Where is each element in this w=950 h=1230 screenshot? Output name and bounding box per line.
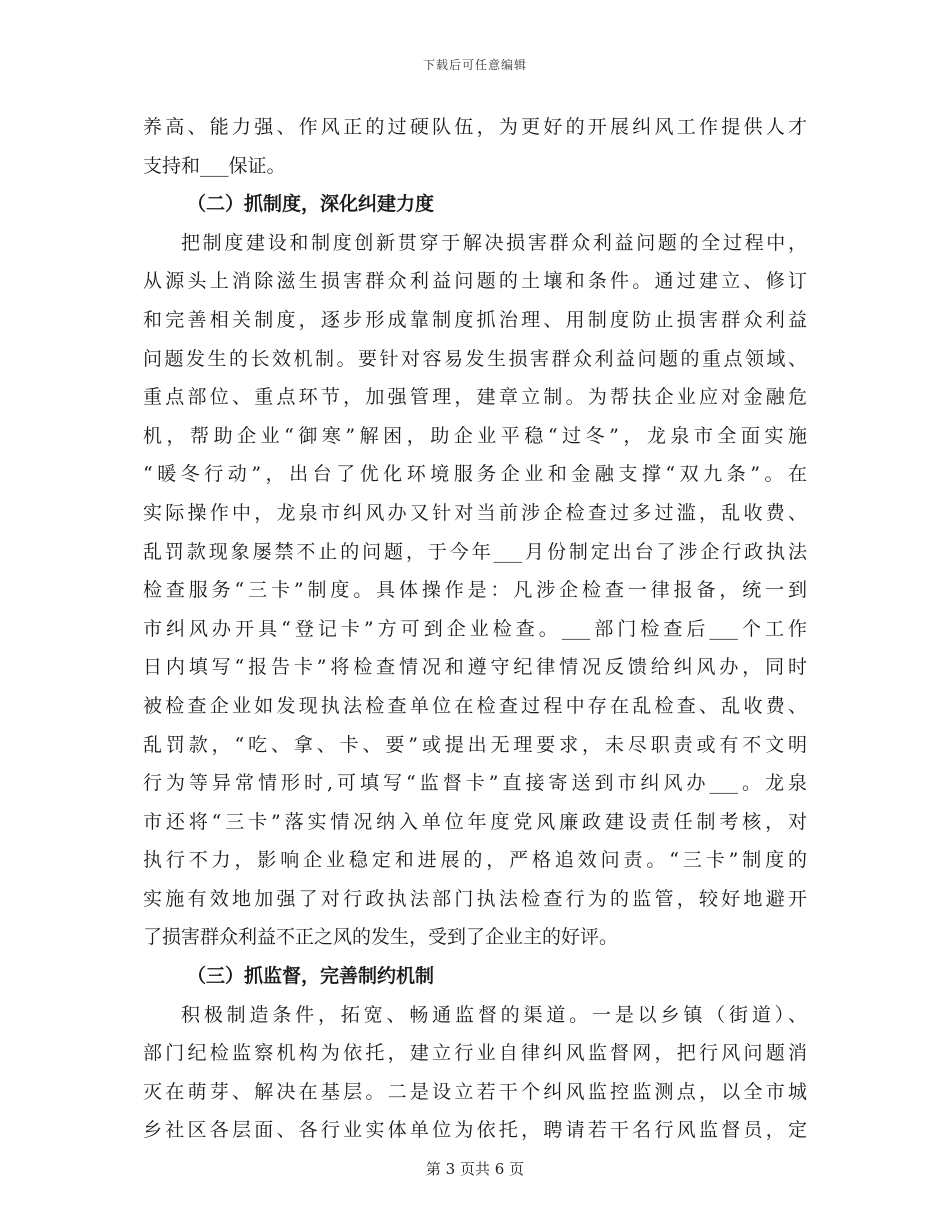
body-line: 了损害群众利益不正之风的发生，受到了企业主的好评。 <box>143 926 619 949</box>
body-line: 部门纪检监察机构为依托，建立行业自律纠风监督网，把行风问题消 <box>143 1042 807 1065</box>
paragraph-first-line: 把制度建设和制度创新贯穿于解决损害群众利益问题的全过程中， <box>181 231 807 254</box>
body-line: 乱罚款现象屡禁不止的问题，于今年___月份制定出台了涉企行政执法 <box>143 540 807 563</box>
body-line: 实际操作中，龙泉市纠风办又针对当前涉企检查过多过滥，乱收费、 <box>143 501 807 524</box>
body-line: 养高、能力强、作风正的过硬队伍，为更好的开展纠风工作提供人才 <box>143 116 807 138</box>
body-line: 机，帮助企业“御寒”解困，助企业平稳“过冬”，龙泉市全面实施 <box>143 424 807 447</box>
body-line: 乱罚款，“吃、拿、卡、要”或提出无理要求，未尽职责或有不文明 <box>143 733 807 756</box>
body-line: 市纠风办开具“登记卡”方可到企业检查。___部门检查后___个工作 <box>143 617 807 640</box>
page-footer: 第 3 页共 6 页 <box>425 1160 525 1178</box>
body-line: 支持和___保证。 <box>143 154 286 177</box>
body-line: 检查服务“三卡”制度。具体操作是：凡涉企检查一律报备，统一到 <box>143 579 807 602</box>
body-line: 重点部位、重点环节，加强管理，建章立制。为帮扶企业应对金融危 <box>143 386 807 409</box>
body-line: 行为等异常情形时,可填写“监督卡”直接寄送到市纠风办___。龙泉 <box>143 772 807 795</box>
body-line: 问题发生的长效机制。要针对容易发生损害群众利益问题的重点领域、 <box>143 347 807 370</box>
section-heading-3: （三）抓监督，完善制约机制 <box>187 965 435 988</box>
body-line: “暖冬行动”，出台了优化环境服务企业和金融支撑“双九条”。在 <box>143 463 807 486</box>
document-body <box>143 108 807 1150</box>
page-header: 下载后可任意编辑 <box>422 58 527 72</box>
body-line: 执行不力，影响企业稳定和进展的，严格追效问责。“三卡”制度的 <box>143 849 807 872</box>
body-line: 乡社区各层面、各行业实体单位为依托，聘请若干名行风监督员，定 <box>143 1119 807 1142</box>
body-line: 从源头上消除滋生损害群众利益问题的土壤和条件。通过建立、修订 <box>143 270 807 293</box>
body-line: 实施有效地加强了对行政执法部门执法检查行为的监管，较好地避开 <box>143 887 807 910</box>
section-heading-2: （二）抓制度，深化纠建力度 <box>187 193 435 216</box>
body-line: 被检查企业如发现执法检查单位在检查过程中存在乱检查、乱收费、 <box>143 694 807 717</box>
body-line: 灭在萌芽、解决在基层。二是设立若干个纠风监控监测点，以全市城 <box>143 1080 807 1103</box>
body-line: 市还将“三卡”落实情况纳入单位年度党风廉政建设责任制考核，对 <box>143 810 807 833</box>
body-line: 日内填写“报告卡”将检查情况和遵守纪律情况反馈给纠风办，同时 <box>143 656 807 679</box>
paragraph-first-line: 积极制造条件，拓宽、畅通监督的渠道。一是以乡镇（街道）、 <box>181 1003 807 1026</box>
body-line: 和完善相关制度，逐步形成靠制度抓治理、用制度防止损害群众利益 <box>143 308 807 331</box>
